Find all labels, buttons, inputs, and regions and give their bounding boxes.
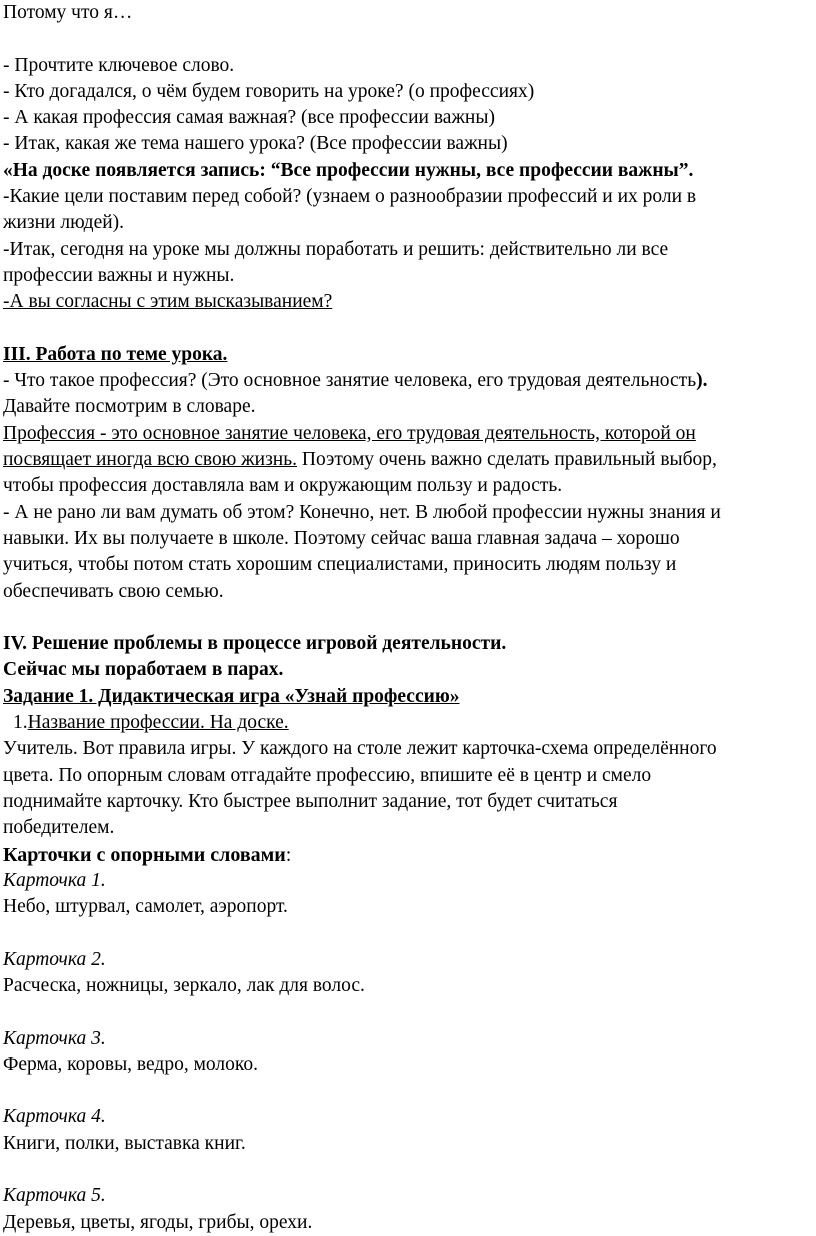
list-number: 1.: [13, 712, 28, 734]
blank-line: [3, 920, 816, 946]
paragraph-line: Учитель. Вот правила игры. У каждого на столе лежит карточка-схема определённого: [3, 738, 717, 760]
card-words: Ферма, коровы, ведро, молоко.: [3, 1053, 259, 1075]
paragraph-line: учиться, чтобы потом стать хорошим специалистами, приносить людям пользу и: [3, 554, 677, 576]
lesson-line: - Кто догадался, о чём будем говорить на уроке? (о профессиях): [3, 80, 535, 102]
paragraph-line: [3, 368, 816, 394]
blank-line: [3, 1157, 816, 1183]
lesson-question: -А вы согласны с этим высказыванием?: [3, 291, 333, 313]
question-text: - Что такое профессия? (Это основное занятие человека, его трудовая деятельность: [3, 370, 697, 392]
cards-heading-line: [3, 842, 816, 868]
paragraph-line: навыки. Их вы получаете в школе. Поэтому сейчас ваша главная задача – хорошо: [3, 527, 680, 549]
card-words: Деревья, цветы, ягоды, грибы, орехи.: [3, 1211, 313, 1233]
card-words: Книги, полки, выставка книг.: [3, 1132, 246, 1154]
board-note: «На доске появляется запись: “Все профессии нужны, все профессии важны”.: [3, 159, 694, 181]
definition-line: [3, 447, 816, 473]
paragraph-line: - А не рано ли вам думать об этом? Конечно, нет. В любой профессии нужны знания и: [3, 501, 721, 523]
list-item-text: Название профессии. На доске.: [27, 712, 289, 734]
card-title: Карточка 2.: [3, 948, 106, 970]
question-end: ).: [696, 370, 708, 392]
card-title: Карточка 1.: [3, 869, 106, 891]
lesson-line: жизни людей).: [3, 212, 125, 234]
card-title: Карточка 4.: [3, 1106, 106, 1128]
lesson-line: профессии важны и нужны.: [3, 264, 235, 286]
lesson-line: -Итак, сегодня на уроке мы должны поработать и решить: действительно ли все: [3, 238, 669, 260]
task-heading: Задание 1. Дидактическая игра «Узнай профессию»: [3, 685, 460, 707]
paragraph-line: чтобы профессия доставляла вам и окружающим пользу и радость.: [3, 475, 563, 497]
card-words: Небо, штурвал, самолет, аэропорт.: [3, 896, 288, 918]
card-title: Карточка 3.: [3, 1027, 106, 1049]
paragraph-line: цвета. По опорным словам отгадайте профессию, впишите её в центр и смело: [3, 764, 652, 786]
blank-line: [3, 316, 816, 342]
paragraph-line: поднимайте карточку. Кто быстрее выполнит задание, тот будет считаться: [3, 790, 618, 812]
definition-text: Поэтому очень важно сделать правильный выбор,: [297, 449, 717, 471]
card-words: Расческа, ножницы, зеркало, лак для волос.: [3, 974, 365, 996]
paragraph-line: Давайте посмотрим в словаре.: [3, 396, 256, 418]
blank-line: [3, 605, 816, 631]
definition-line: Профессия - это основное занятие человека, его трудовая деятельность, которой он: [3, 422, 696, 444]
section-heading: IV. Решение проблемы в процессе игровой деятельности.: [3, 633, 507, 655]
definition-underlined: посвящает иногда всю свою жизнь.: [3, 449, 297, 471]
list-item: [3, 710, 816, 736]
blank-line: [3, 1078, 816, 1104]
blank-line: [3, 26, 816, 52]
cards-heading-colon: :: [285, 844, 292, 866]
lesson-line: - А какая профессия самая важная? (все профессии важны): [3, 107, 495, 129]
section-subheading: Сейчас мы поработаем в парах.: [3, 659, 284, 681]
paragraph-line: обеспечивать свою семью.: [3, 580, 224, 602]
intro-line: Потому что я…: [3, 2, 133, 23]
lesson-line: - Итак, какая же тема нашего урока? (Все профессии важны): [3, 133, 508, 155]
card-title: Карточка 5.: [3, 1185, 106, 1207]
blank-line: [3, 999, 816, 1025]
lesson-line: - Прочтите ключевое слово.: [3, 54, 235, 76]
paragraph-line: победителем.: [3, 817, 115, 839]
section-heading: III. Работа по теме урока.: [3, 343, 228, 365]
lesson-line: -Какие цели поставим перед собой? (узнаем о разнообразии профессий и их роли в: [3, 186, 697, 208]
cards-heading: Карточки с опорными словами: [3, 843, 286, 866]
